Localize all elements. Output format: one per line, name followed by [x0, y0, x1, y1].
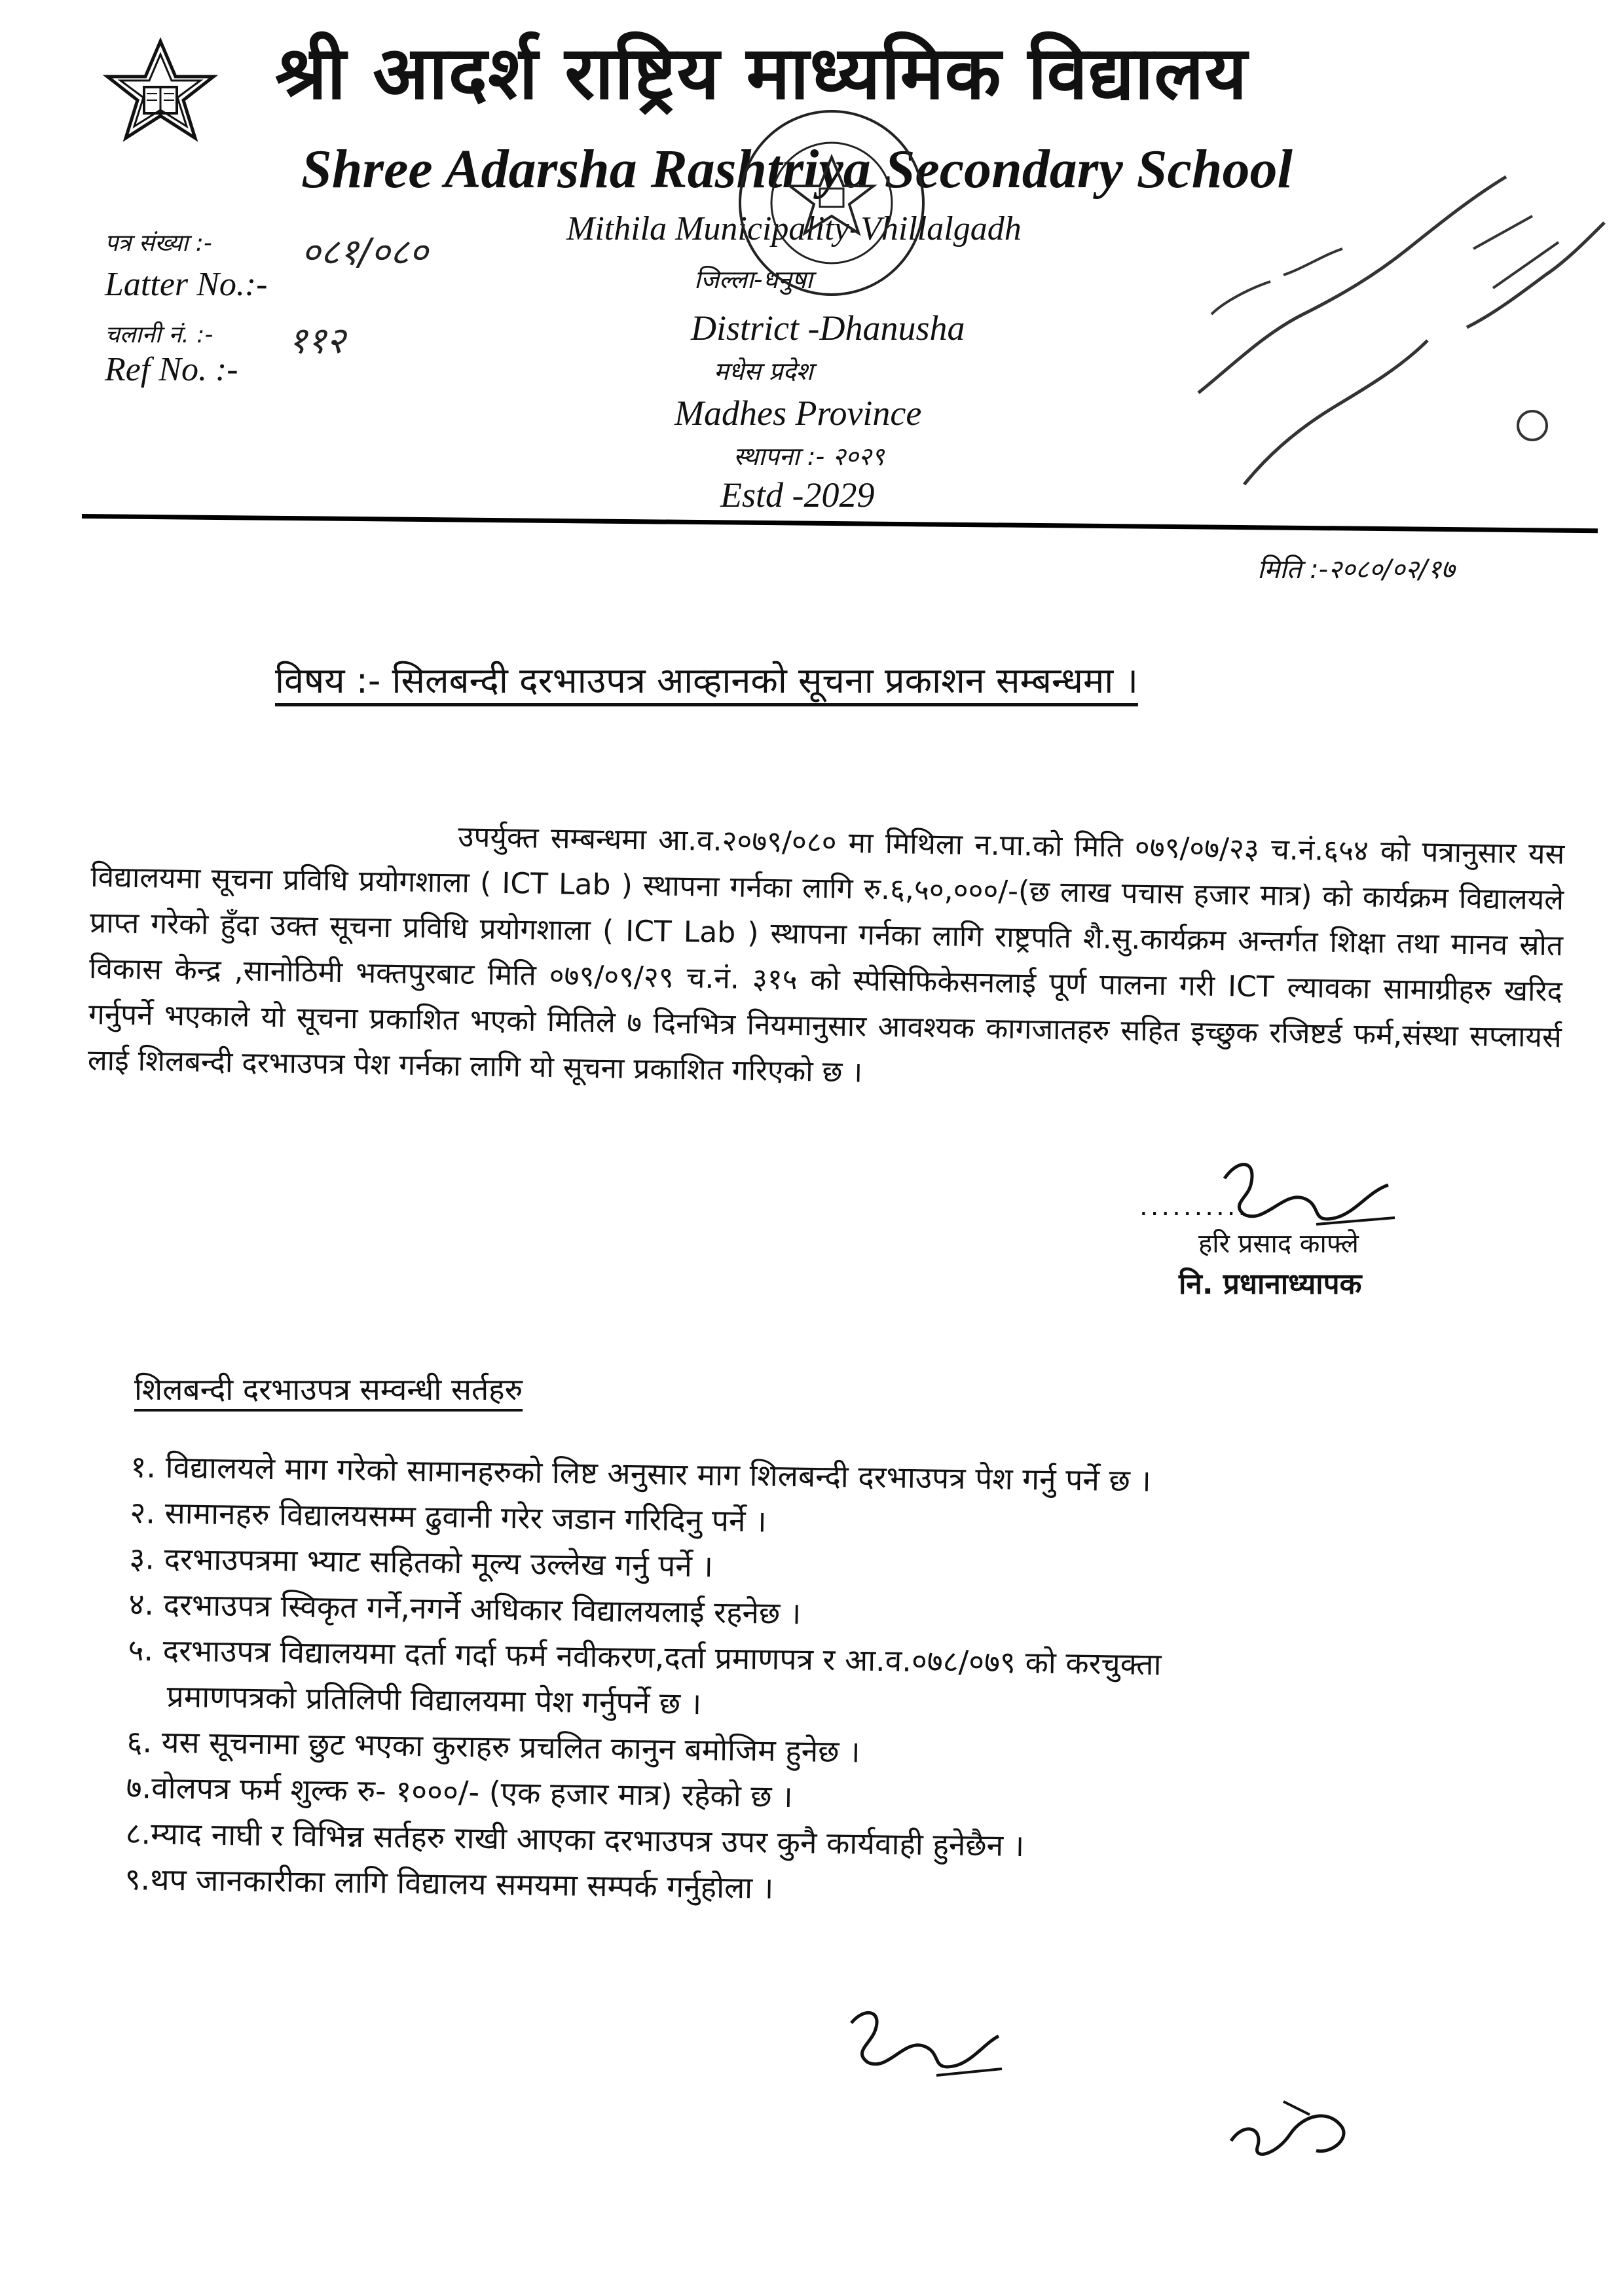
term-item: ५. दरभाउपत्र विद्यालयमा दर्ता गर्दा फर्म नवीकरण,दर्ता प्रमाणपत्र र आ.व.०७८/०७९ को करचुक्ता	[128, 1631, 1162, 1682]
date: मिति :-२०८०/०२/१७	[1257, 555, 1455, 585]
school-seal-stamp	[733, 105, 930, 301]
notice-body-text: उपर्युक्त सम्बन्धमा आ.व.२०७९/०८० मा मिथिला न.पा.को मिति ०७९/०७/२३ च.नं.६५४ को पत्रानुसार यस विद्यालयमा सूचना प्रविधि प्रयोगशाला ( ICT Lab ) स्थापना गर्नका लागि रु.६,५०,०००/-(छ लाख पचास हजार मात्र) को कार्यक्रम विद्यालयले प्राप्त गरेको हुँदा उक्त सूचना प्रविधि प्रयोगशाला ( ICT Lab ) स्थापना गर्नका लागि राष्ट्रपति शै.सु.कार्यक्रम अन्तर्गत शिक्षा तथा मानव स्रोत विकास केन्द्र ,सानोठिमी भक्तपुरबाट मिति ०७९/०९/२९ च.नं. ३१५ को स्पेसिफिकेसनलाई पूर्ण पालना गरी ICT ल्यावका सामाग्रीहरु खरिद गर्नुपर्ने भएकाले यो सूचना प्रकाशित भएको मितिले ७ दिनभित्र नियमानुसार आवश्यक कागजातहरु सहित इच्छुक रजिष्टर्ड फर्म,संस्था सप्लायर्स लाई शिलबन्दी दरभाउपत्र पेश गर्नका लागि यो सूचना प्रकाशित गरिएको छ ।	[87, 820, 1565, 1089]
municipality: Mithila Municipality-Vhillalgadh	[566, 210, 1022, 247]
letter-no-label-nepali: पत्र संख्या :-	[105, 230, 212, 257]
signatory-role: नि. प्रधानाध्यापक	[1179, 1267, 1362, 1301]
terms-heading: शिलबन्दी दरभाउपत्र सम्वन्धी सर्तहरु	[134, 1372, 523, 1407]
province-english: Madhes Province	[674, 393, 922, 433]
term-item: ७.वोलपत्र फर्म शुल्क रु- १०००/- (एक हजार मात्र) रहेको छ ।	[126, 1769, 794, 1815]
school-name-nepali: श्री आदर्श राष्ट्रिय माध्यमिक विद्यालय	[275, 31, 1248, 116]
signatory-name: हरि प्रसाद काफ्ले	[1198, 1229, 1359, 1259]
established-nepali: स्थापना :- २०२९	[733, 442, 885, 471]
terms-list	[124, 1444, 1559, 1922]
school-name-english: Shree Adarsha Rashtriya Secondary School	[301, 139, 1293, 200]
paragraph-indent	[91, 841, 458, 847]
notice-body	[87, 809, 1564, 1106]
subject-line: विषय :- सिलबन्दी दरभाउपत्र आव्हानको सूचना प्रकाशन सम्बन्धमा ।	[275, 660, 1138, 701]
signatory-block	[1139, 1192, 1506, 1302]
ref-no-label-english: Ref No. :-	[105, 351, 238, 388]
ref-no-label-nepali: चलानी नं. :-	[105, 321, 213, 348]
ref-no-value: ११२	[288, 319, 346, 362]
term-item: ४. दरभाउपत्र स्विकृत गर्ने,नगर्ने अधिकार विद्यालयलाई रहनेछ ।	[128, 1586, 802, 1631]
term-item: १. विद्यालयले माग गरेको सामानहरुको लिष्ट अनुसार माग शिलबन्दी दरभाउपत्र पेश गर्नु पर्ने छ ।	[130, 1448, 1152, 1499]
term-item: ९.थप जानकारीका लागि विद्यालय समयमा सम्पर्क गर्नुहोला ।	[124, 1861, 774, 1906]
term-item: २. सामानहरु विद्यालयसम्म ढुवानी गरेर जडान गरिदिनु पर्ने ।	[130, 1494, 767, 1539]
principal-signature-2	[838, 2003, 1008, 2088]
signature-dots: ..........	[1139, 1192, 1249, 1222]
established-english: Estd -2029	[720, 475, 875, 515]
term-item: ६. यस सूचनामा छुट भएका कुराहरु प्रचलित कानुन बमोजिम हुनेछ ।	[126, 1723, 860, 1770]
letter-no-label-english: Latter No.:-	[105, 266, 268, 303]
province-nepali: मधेस प्रदेश	[714, 357, 813, 386]
term-item: ८.म्याद नाघी र विभिन्न सर्तहरु राखी आएका दरभाउपत्र उपर कुनै कार्यवाही हुनेछैन ।	[125, 1815, 1025, 1864]
district-nepali: जिल्ला-धनुषा	[694, 265, 813, 294]
letter-no-value: ०८१/०८०	[301, 231, 428, 274]
school-logo	[98, 36, 223, 160]
term-item: ३. दरभाउपत्रमा भ्याट सहितको मूल्य उल्लेख गर्नु पर्ने ।	[129, 1540, 714, 1584]
handwritten-annotation	[1192, 118, 1611, 524]
term-item-continuation: प्रमाणपत्रको प्रतिलिपी विद्यालयमा पेश गर्नुपर्ने छ ।	[166, 1678, 702, 1722]
district-english: District -Dhanusha	[691, 308, 965, 348]
initials-signature	[1218, 2088, 1362, 2174]
